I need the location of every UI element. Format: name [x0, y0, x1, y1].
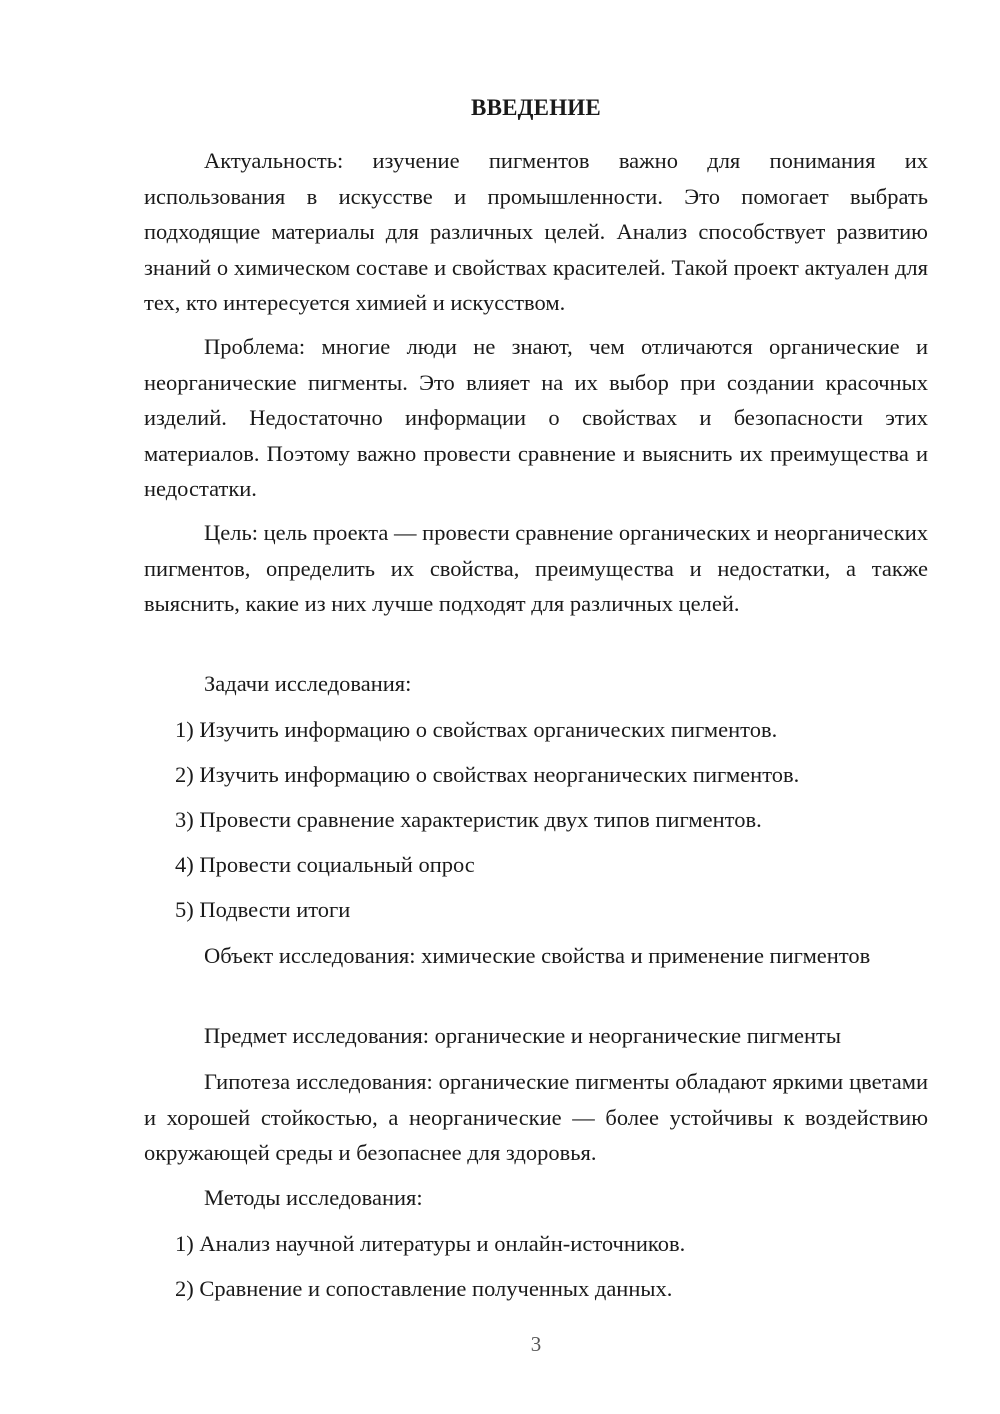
paragraph-object: Объект исследования: химические свойства и применение пигментов [204, 943, 871, 968]
task-item-2: 2) Изучить информацию о свойствах неорганических пигментов. [175, 762, 800, 787]
task-item-3: 3) Провести сравнение характеристик двух типов пигментов. [175, 807, 762, 832]
task-item-1: 1) Изучить информацию о свойствах органических пигментов. [175, 717, 778, 742]
paragraph-hypothesis: Гипотеза исследования: органические пигменты обладают яркими цветами и хорошей стойкостью, а неорганические — более устойчивы к воздействию окружающей среды и безопаснее для здоровья. [144, 1069, 928, 1165]
page-number: 3 [530, 1332, 542, 1356]
paragraph-goal: Цель: цель проекта — провести сравнение органических и неорганических пигментов, определить их свойства, преимущества и недостатки, а также выяснить, какие из них лучше подходят для различных целей. [144, 520, 928, 616]
task-item-4: 4) Провести социальный опрос [175, 852, 475, 877]
paragraph-subject: Предмет исследования: органические и неорганические пигменты [204, 1023, 841, 1048]
tasks-heading: Задачи исследования: [204, 671, 412, 696]
paragraph-problem: Проблема: многие люди не знают, чем отличаются органические и неорганические пигменты. Это влияет на их выбор при создании красочных изделий. Недостаточно информации о свойствах и безопасности этих материалов. Поэтому важно провести сравнение и выяснить их преимущества и недостатки. [144, 334, 928, 501]
methods-heading: Методы исследования: [204, 1185, 423, 1210]
page-title: ВВЕДЕНИЕ [471, 95, 601, 120]
method-item-1: 1) Анализ научной литературы и онлайн-источников. [175, 1231, 686, 1256]
method-item-2: 2) Сравнение и сопоставление полученных данных. [175, 1276, 673, 1301]
task-item-5: 5) Подвести итоги [175, 897, 351, 922]
paragraph-relevance: Актуальность: изучение пигментов важно для понимания их использования в искусстве и промышленности. Это помогает выбрать подходящие материалы для различных целей. Анализ способствует развитию знаний о химическом составе и свойствах красителей. Такой проект актуален для тех, кто интересуется химией и искусством. [144, 148, 928, 315]
